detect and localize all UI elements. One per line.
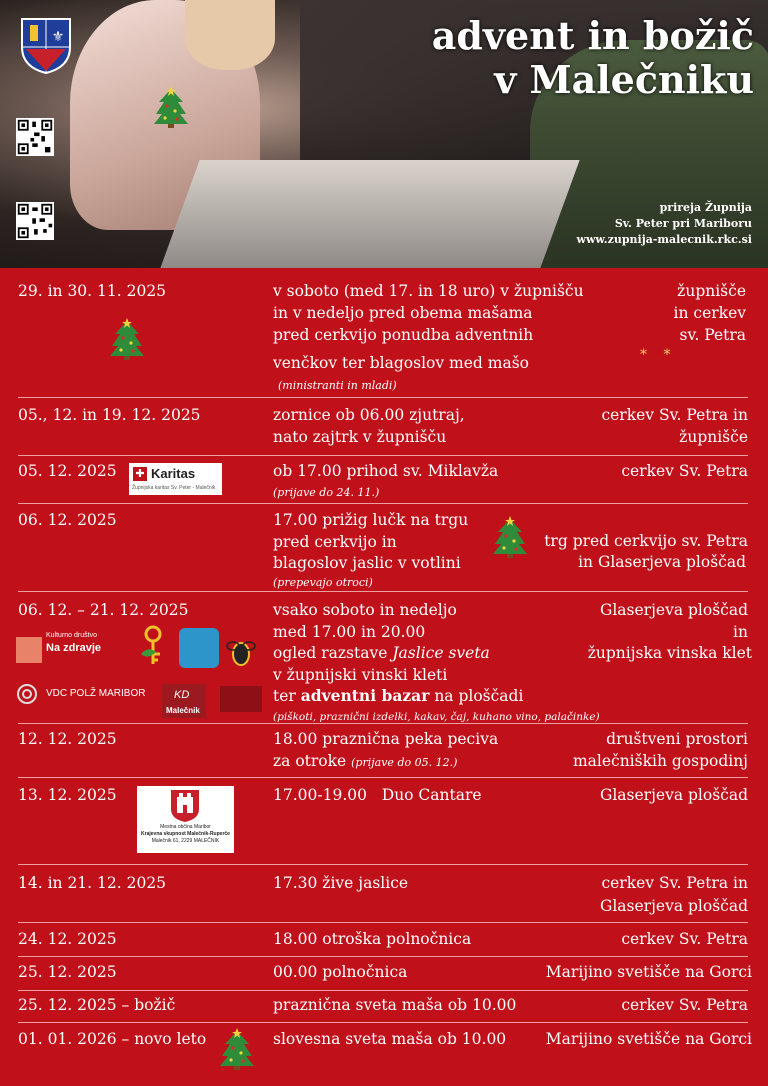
- na-zdravje-logo-name: Na zdravje: [46, 642, 102, 654]
- event-note: (prepevajo otroci): [273, 576, 373, 589]
- event-place: Marijino svetišče na Gorci: [545, 1030, 752, 1048]
- event-description-text: na ploščadi: [434, 687, 524, 705]
- event-date: 01. 01. 2026 – novo leto: [18, 1030, 207, 1048]
- row-separator: [18, 990, 748, 991]
- kd-malecnik-logo: [162, 684, 206, 718]
- na-zdravje-mark-icon: [16, 637, 42, 663]
- rigo-logo-icon: [179, 628, 219, 668]
- event-place: cerkev Sv. Petra in: [601, 874, 748, 892]
- kd-logo-mark: KD: [174, 689, 190, 701]
- event-place: Glaserjeva ploščad: [599, 601, 748, 619]
- row-separator: [18, 591, 748, 592]
- event-description: praznična sveta maša ob 10.00: [273, 996, 517, 1014]
- header-photo: [0, 0, 768, 268]
- christmas-tree-icon: [219, 1028, 255, 1070]
- poster-title: [432, 14, 754, 102]
- event-description: 17.30 žive jaslice: [273, 874, 409, 892]
- christmas-tree-icon: [153, 86, 189, 128]
- event-place: Glaserjeva ploščad: [599, 897, 748, 915]
- karitas-cross-icon: ✚: [133, 467, 147, 481]
- event-description-text: ter: [273, 687, 296, 705]
- karitas-logo: [129, 463, 222, 495]
- key-logo-icon: [136, 624, 172, 670]
- event-description: pred cerkvijo in: [273, 533, 397, 551]
- event-description: v župnijski vinski kleti: [273, 666, 448, 684]
- row-separator: [18, 503, 748, 504]
- event-date: 06. 12. 2025: [18, 511, 117, 529]
- event-date: 05., 12. in 19. 12. 2025: [18, 406, 201, 424]
- event-date: 06. 12. – 21. 12. 2025: [18, 601, 189, 619]
- event-description: 17.00 prižig lučk na trgu: [273, 511, 469, 529]
- title-line-2: v Malečniku: [494, 57, 754, 102]
- event-description: 17.00-19.00 Duo Cantare: [273, 786, 482, 804]
- event-place: cerkev Sv. Petra: [621, 930, 748, 948]
- event-place: Glaserjeva ploščad: [599, 786, 748, 804]
- bazaar-title: adventni bazar: [300, 686, 430, 705]
- municipality-line-3: Malečnik 61, 2229 MALEČNIK: [151, 838, 220, 844]
- title-line-1: advent in božič: [431, 13, 754, 58]
- event-description: [273, 685, 523, 707]
- event-note: (ministranti in mladi): [278, 379, 397, 392]
- qr-code-icon[interactable]: [16, 202, 54, 240]
- event-description: in v nedeljo pred obema mašama: [273, 304, 533, 322]
- event-place: župnijska vinska klet: [587, 644, 752, 662]
- municipality-logo: [137, 786, 234, 853]
- row-separator: [18, 397, 748, 398]
- event-place: in: [733, 623, 748, 641]
- organizer-parish: Sv. Peter pri Mariboru: [614, 217, 752, 230]
- organizer-website-link[interactable]: www.zupnija-malecnik.rkc.si: [576, 233, 752, 246]
- event-description: 18.00 praznična peka peciva: [273, 730, 499, 748]
- event-description: nato zajtrk v župnišču: [273, 428, 447, 446]
- event-date: 24. 12. 2025: [18, 930, 117, 948]
- event-description-text: za otroke: [273, 752, 347, 770]
- municipality-line-1: Mestna občina Maribor: [160, 824, 211, 830]
- parish-coat-of-arms-icon: [20, 17, 72, 75]
- event-date: 12. 12. 2025: [18, 730, 117, 748]
- na-zdravje-logo-top: Kulturno društvo: [46, 632, 97, 639]
- organizer-line: prireja Župnija: [659, 201, 752, 214]
- event-description: slovesna sveta maša ob 10.00: [273, 1030, 507, 1048]
- event-date: 29. in 30. 11. 2025: [18, 282, 167, 300]
- event-description: 18.00 otroška polnočnica: [273, 930, 472, 948]
- event-description-text: ogled razstave: [273, 644, 388, 662]
- karitas-logo-subtitle: Župnijska karitas Sv. Peter - Malečnik: [132, 485, 216, 491]
- municipality-line-2: Krajevna skupnost Malečnik-Ruperče: [141, 831, 230, 837]
- row-separator: [18, 723, 748, 724]
- event-place: in cerkev: [673, 304, 746, 322]
- row-separator: [18, 777, 748, 778]
- vdc-logo-text: VDC POLŽ MARIBOR: [46, 688, 146, 699]
- row-separator: [18, 1022, 748, 1023]
- event-description: pred cerkvijo ponudba adventnih: [273, 326, 534, 344]
- event-place: župnišče: [677, 282, 746, 300]
- snail-logo-icon: [16, 683, 40, 705]
- exhibition-title: Jaslice sveta: [392, 644, 490, 662]
- organizer-info: [576, 200, 752, 248]
- event-place: cerkev Sv. Petra in: [601, 406, 748, 424]
- event-place: Marijino svetišče na Gorci: [545, 963, 752, 981]
- karitas-logo-name: Karitas: [151, 466, 196, 481]
- event-place: in Glaserjeva ploščad: [578, 553, 746, 571]
- event-place: cerkev Sv. Petra: [621, 462, 748, 480]
- event-place: sv. Petra: [679, 326, 746, 344]
- event-note: (prijave do 24. 11.): [273, 486, 380, 499]
- qr-code-icon[interactable]: [16, 118, 54, 156]
- event-note: (prijave do 05. 12.): [351, 756, 458, 769]
- event-place: trg pred cerkvijo sv. Petra: [544, 532, 748, 550]
- bee-logo-icon: [224, 628, 258, 674]
- event-place: župnišče: [679, 428, 748, 446]
- row-separator: [18, 922, 748, 923]
- event-place: cerkev Sv. Petra: [621, 996, 748, 1014]
- woman-head: [185, 0, 275, 70]
- row-separator: [18, 864, 748, 865]
- event-description: v soboto (med 17. in 18 uro) v župnišču: [273, 282, 584, 300]
- christmas-tree-icon: [109, 318, 145, 360]
- event-place: društveni prostori: [606, 730, 748, 748]
- event-date: 25. 12. 2025: [18, 963, 117, 981]
- event-description: blagoslov jaslic v votlini: [273, 554, 461, 572]
- event-description: vsako soboto in nedeljo: [273, 601, 457, 619]
- municipality-crest-icon: [170, 789, 200, 823]
- event-note: (piškoti, praznični izdelki, kakav, čaj, kuhano vino, palačinke): [273, 711, 600, 723]
- market-table: [160, 160, 579, 268]
- event-place: malečniških gospodinj: [572, 752, 748, 770]
- event-date: 13. 12. 2025: [18, 786, 117, 804]
- row-separator: [18, 455, 748, 456]
- event-description: [273, 750, 457, 774]
- gospodinje-logo-icon: [220, 686, 262, 712]
- event-date: 25. 12. 2025 – božič: [18, 996, 176, 1014]
- christmas-tree-icon: [492, 516, 528, 558]
- event-description: zornice ob 06.00 zjutraj,: [273, 406, 465, 424]
- svg-text:⚜: ⚜: [51, 29, 65, 45]
- event-description: venčkov ter blagoslov med mašo: [273, 354, 529, 372]
- event-description: [273, 642, 490, 664]
- event-description: 00.00 polnočnica: [273, 963, 408, 981]
- event-description: ob 17.00 prihod sv. Miklavža: [273, 462, 499, 480]
- event-date: 14. in 21. 12. 2025: [18, 874, 167, 892]
- event-date: 05. 12. 2025: [18, 462, 117, 480]
- row-separator: [18, 956, 748, 957]
- event-description: med 17.00 in 20.00: [273, 623, 426, 641]
- kd-logo-name: Malečnik: [166, 706, 200, 715]
- decorative-stars: * *: [640, 347, 677, 363]
